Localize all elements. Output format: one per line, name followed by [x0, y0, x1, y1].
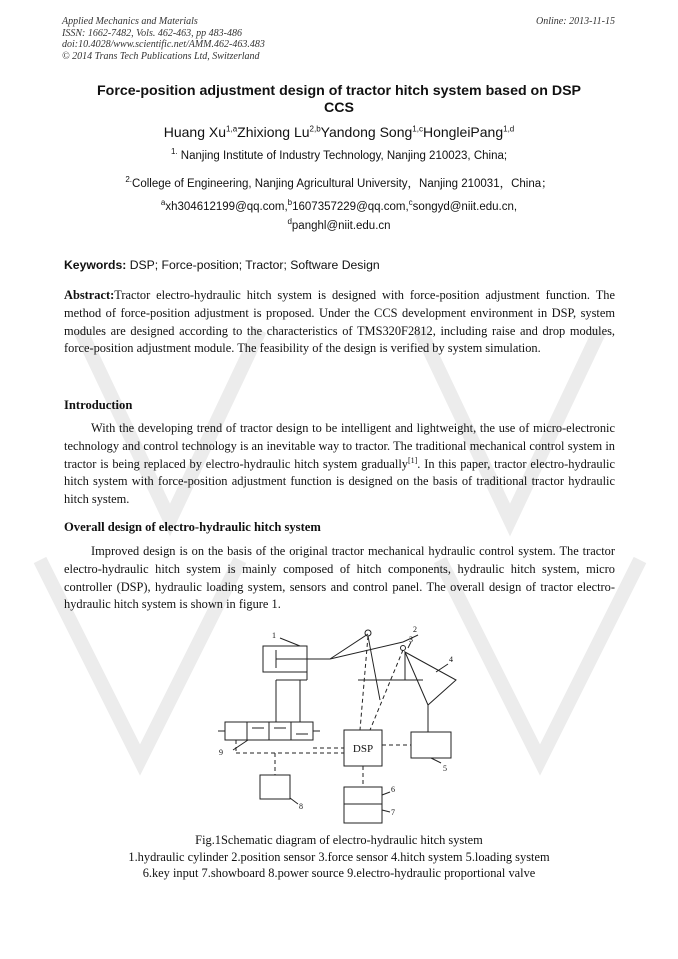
email-line-2 [40, 217, 638, 232]
intro-text-cont: . In this paper, tractor electro-hydraulic hitch system with force-position adjustment function is designed on the basis of traditional tractor hydraulic hitch system. [64, 456, 615, 507]
paper-title [40, 83, 638, 117]
author-name: Huang Xu [163, 124, 227, 140]
section-heading-overall-design: Overall design of electro-hydraulic hitch system [64, 520, 321, 534]
issn: ISSN: 1662-7482, Vols. 462-463, pp 483-486 [62, 27, 242, 39]
figure-1-schematic [208, 620, 470, 826]
doi: doi:10.4028/www.scientific.net/AMM.462-463.483 [62, 39, 265, 50]
callout-7: 7 [391, 808, 395, 817]
abstract-text: Tractor electro-hydraulic hitch system is designed with force-position adjustment function. The method of force-position adjustment is proposed. Under the CCS development environment in DSP, system modules are designed according to the characteristics of TMS320F2812, including raise and drop modules, force-position adjustment module. The feasibility of the design is verified by system simulation. [64, 288, 615, 356]
callout-2: 2 [413, 625, 417, 634]
caption-legend-1: 1.hydraulic cylinder 2.position sensor 3.force sensor 4.hitch system 5.loading system [128, 849, 550, 864]
email-sup: a [160, 198, 166, 208]
position-sensor [365, 630, 371, 636]
affiliation-1 [40, 147, 638, 162]
author-affil-sup: 1,c [412, 124, 423, 134]
intro-text: With the developing trend of tractor design to be intelligent and lightweight, the use of micro-electronic technology and control technology is an inevitable way to tractor. The traditional mechanical control system in tractor is being replaced by electro-hydraulic hitch system gradually [64, 421, 615, 471]
email-link[interactable]: 1607357229@qq.com, [292, 201, 409, 213]
email-sup: c [408, 198, 413, 208]
callout-6: 6 [391, 785, 395, 794]
author-affil-sup: 2,b [309, 124, 321, 134]
email-sup: d [287, 217, 292, 227]
force-sensor [401, 646, 406, 651]
callout-5: 5 [443, 764, 447, 773]
author-name: Yandong Song [320, 124, 413, 140]
email-link[interactable]: xh304612199@qq.com, [165, 201, 288, 213]
citation-ref[interactable]: [1] [407, 455, 418, 465]
author-affil-sup: 1,d [503, 124, 515, 134]
affiliation-2 [40, 175, 638, 191]
abstract [64, 287, 615, 358]
title-line-1: Force-position adjustment design of tractor hitch system based on DSP [96, 83, 582, 99]
power-source [260, 775, 290, 799]
copyright: © 2014 Trans Tech Publications Ltd, Switzerland [62, 50, 260, 62]
callout-8: 8 [299, 802, 303, 811]
journal-name: Applied Mechanics and Materials [62, 16, 198, 27]
online-date: Online: 2013-11-15 [536, 16, 615, 27]
proportional-valve [247, 722, 269, 740]
callout-1: 1 [272, 631, 276, 640]
affil-sup: 2. [125, 175, 133, 185]
section-heading-introduction: Introduction [64, 398, 133, 412]
keywords-text: DSP; Force-position; Tractor; Software Design [126, 258, 380, 272]
abstract-label: Abstract: [64, 288, 115, 302]
email-link[interactable]: panghl@niit.edu.cn [291, 220, 391, 232]
affil-text: Nanjing Institute of Industry Technology, Nanjing 210023, China; [177, 150, 508, 162]
callout-3: 3 [409, 635, 413, 644]
keywords-label: Keywords: [64, 258, 127, 272]
introduction-paragraph [64, 420, 615, 509]
email-line-1 [40, 198, 638, 213]
caption-legend-2: 6.key input 7.showboard 8.power source 9.electro-hydraulic proportional valve [142, 866, 536, 880]
affil-text: College of Engineering, Nanjing Agricultural University，Nanjing 210031，China； [132, 178, 553, 190]
callout-4: 4 [449, 655, 453, 664]
callout-9: 9 [219, 748, 223, 757]
author-affil-sup: 1,a [226, 124, 238, 134]
affil-sup: 1. [170, 147, 178, 157]
dsp-label: DSP [352, 743, 374, 755]
email-link[interactable]: songyd@niit.edu.cn, [412, 201, 518, 213]
figure-1-caption [40, 832, 638, 882]
journal-header [62, 16, 265, 62]
author-name: Zhixiong Lu [237, 124, 310, 140]
title-line-2: CCS [324, 100, 354, 116]
loading-system [411, 732, 451, 758]
keywords [64, 258, 380, 272]
key-input-showboard [344, 787, 382, 823]
email-sup: b [287, 198, 293, 208]
author-list [40, 124, 638, 140]
overall-paragraph: Improved design is on the basis of the original tractor mechanical hydraulic control system. The tractor electro-hydraulic hitch system is mainly composed of hitch components, hydraulic hitch system, micro controller (DSP), hydraulic loading system, sensors and control panel. The overall design of tractor electro-hydraulic hitch system is shown in figure 1. [64, 544, 615, 612]
author-name: HongleiPang [422, 124, 504, 140]
caption-title: Fig.1Schematic diagram of electro-hydraulic hitch system [195, 833, 483, 847]
